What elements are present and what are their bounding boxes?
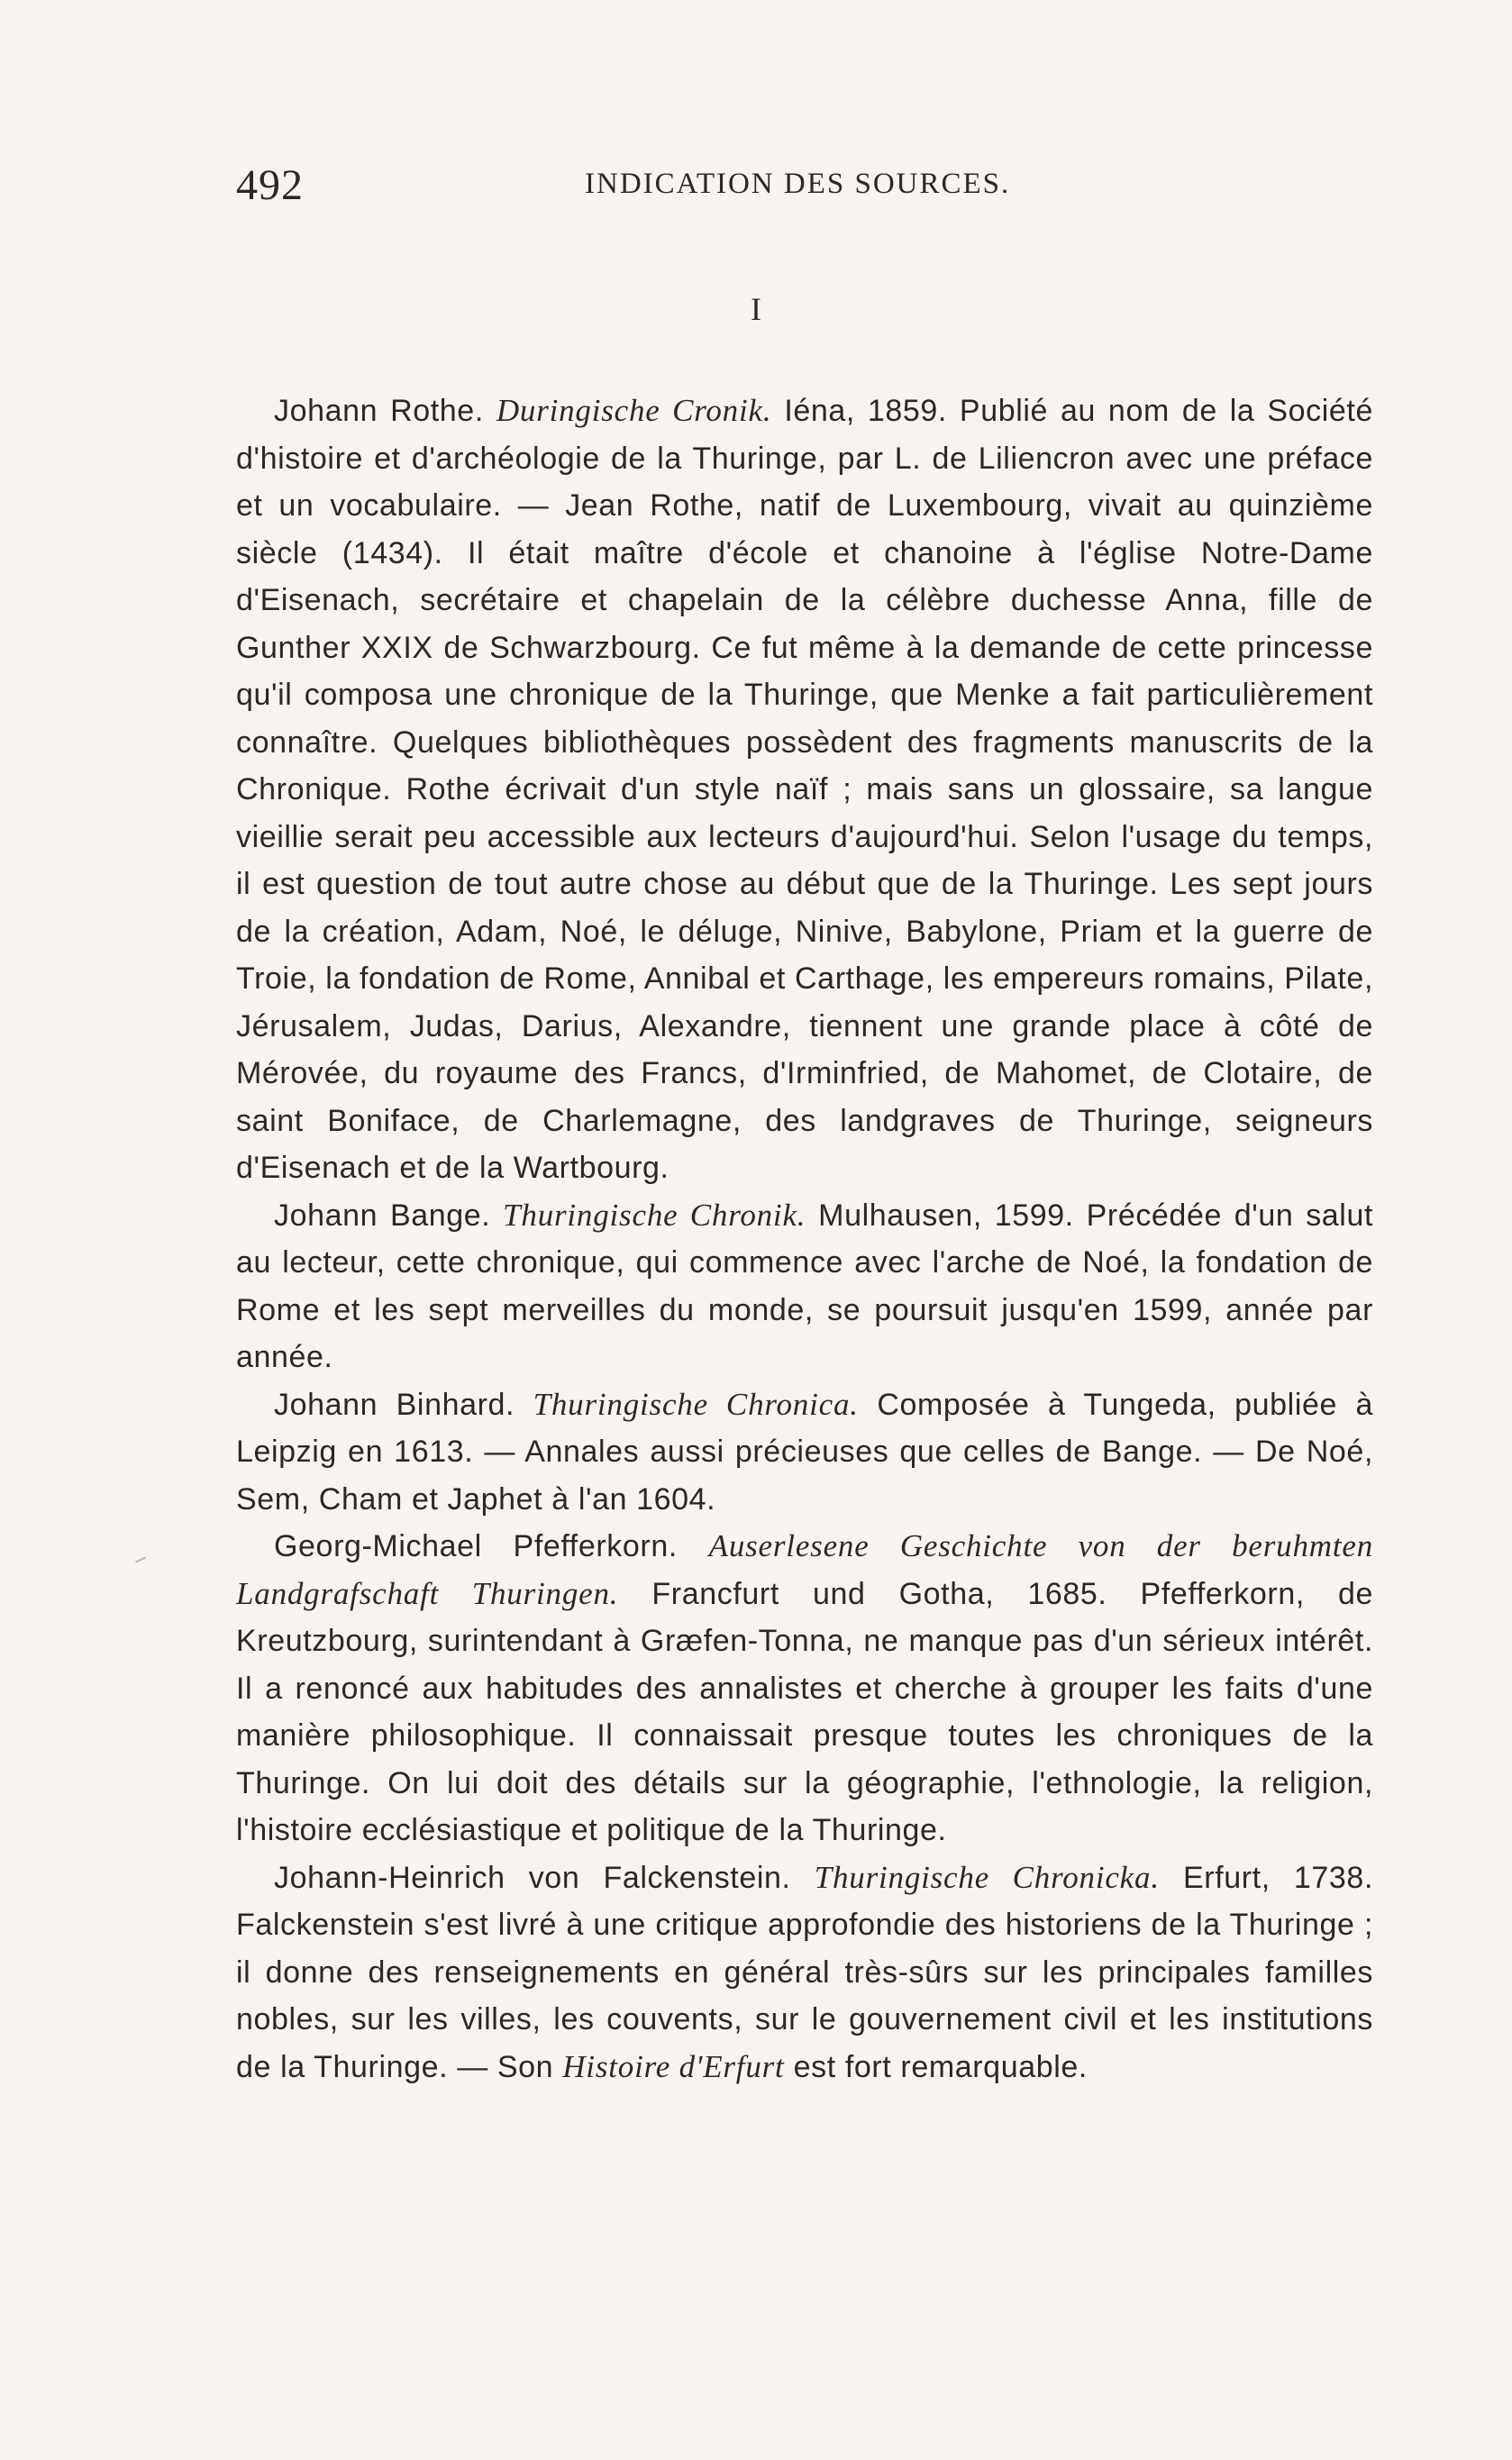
- author-name: Johann-Heinrich von Falckenstein.: [274, 1860, 815, 1895]
- paragraph-text: Erfurt, 1738. Falckenstein s'est livré à une critique approfondie des historiens de la Thuringe ; il donne des renseignements en général très-sûrs sur les principales familles nobles, sur les villes, les couvents, sur le gouvernement civil et les institutions de la Thuringe. — Son: [236, 1860, 1373, 2084]
- paragraph-text: Mulhausen, 1599. Précédée d'un salut au lecteur, cette chronique, qui commence avec l'arche de Noé, la fondation de Rome et les sept merveilles du monde, se poursuit jusqu'en 1599, année par année.: [236, 1198, 1374, 1374]
- work-title: Auserlesene Geschichte von der beruhmten Landgrafschaft Thuringen.: [236, 1528, 1373, 1611]
- author-name: Georg-Michael Pfefferkorn.: [274, 1529, 709, 1563]
- work-title-secondary: Histoire d'Erfurt: [562, 2048, 785, 2084]
- paragraph-rothe: [236, 387, 1373, 1192]
- work-title: Thuringische Chronicka.: [814, 1859, 1160, 1895]
- work-title: Duringische Cronik.: [496, 393, 772, 428]
- body-text: [236, 387, 1373, 2091]
- page-header: [236, 160, 1380, 223]
- author-name: Johann Rothe.: [274, 394, 496, 428]
- paragraph-text: Composée à Tungeda, publiée à Leipzig en 1613. — Annales aussi précieuses que celles de Bange. — De Noé, Sem, Cham et Japhet à l'an 1604.: [236, 1387, 1374, 1517]
- margin-mark: [135, 1557, 146, 1563]
- running-title: INDICATION DES SOURCES.: [585, 168, 1011, 200]
- work-title: Thuringische Chronik.: [503, 1197, 806, 1233]
- paragraph-falckenstein: [236, 1854, 1373, 2091]
- page-number: 492: [236, 161, 304, 209]
- paragraph-bange: [236, 1192, 1373, 1381]
- author-name: Johann Binhard.: [274, 1387, 533, 1422]
- paragraph-text-end: est fort remarquable.: [784, 2049, 1088, 2084]
- paragraph-pfefferkorn: [236, 1523, 1373, 1854]
- paragraph-text: Iéna, 1859. Publié au nom de la Société d'histoire et d'archéologie de la Thuringe, par L. de Liliencron avec une préface et un vocabulaire. — Jean Rothe, natif de Luxembourg, vivait au quinzième siècle (1434). Il était maître d'école et chanoine à l'église Notre-Dame d'Eisenach, secrétaire et chapelain de la célèbre duchesse Anna, fille de Gunther XXIX de Schwarzbourg. Ce fut même à la demande de cette princesse qu'il composa une chronique de la Thuringe, que Menke a fait particulièrement connaître. Quelques bibliothèques possèdent des fragments manuscrits de la Chronique. Rothe écrivait d'un style naïf ; mais sans un glossaire, sa langue vieillie serait peu accessible aux lecteurs d'aujourd'hui. Selon l'usage du temps, il est question de tout autre chose au début que de la Thuringe. Les sept jours de la création, Adam, Noé, le déluge, Ninive, Babylone, Priam et la guerre de Troie, la fondation de Rome, Annibal et Carthage, les empereurs romains, Pilate, Jérusalem, Judas, Darius, Alexandre, tiennent une grande place à côté de Mérovée, du royaume des Francs, d'Irminfried, de Mahomet, de Clotaire, de saint Boniface, de Charlemagne, des landgraves de Thuringe, seigneurs d'Eisenach et de la Wartbourg.: [236, 394, 1373, 1185]
- section-numeral: I: [751, 291, 761, 327]
- author-name: Johann Bange.: [274, 1198, 504, 1233]
- paragraph-text: Francfurt und Gotha, 1685. Pfefferkorn, de Kreutzbourg, surintendant à Græfen-Tonna, ne manque pas d'un sérieux intérêt. Il a renoncé aux habitudes des annalistes et cherche à grouper les faits d'une manière philosophique. Il connaissait presque toutes les chroniques de la Thuringe. On lui doit des détails sur la géographie, l'ethnologie, la religion, l'histoire ecclésiastique et politique de la Thuringe.: [236, 1576, 1373, 1847]
- paragraph-binhard: [236, 1381, 1373, 1524]
- work-title: Thuringische Chronica.: [533, 1386, 859, 1422]
